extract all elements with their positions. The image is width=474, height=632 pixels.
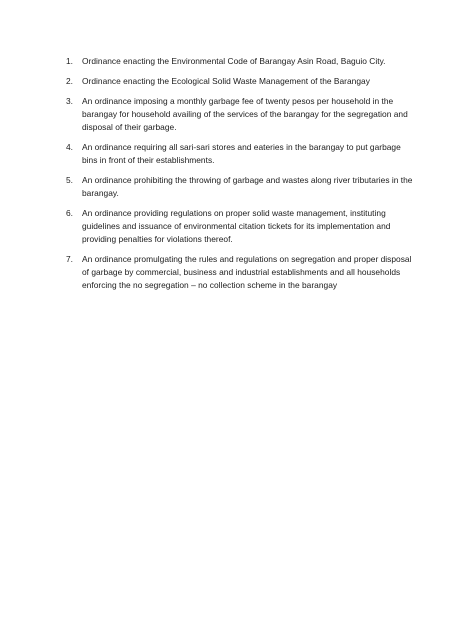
ordinance-item-3: [66, 95, 418, 134]
ordinance-text: An ordinance promulgating the rules and regulations on segregation and proper disposal of garbage by commercial, business and industrial establishments and all households enforcing the no segregation – no collection scheme in the barangay: [82, 254, 412, 290]
ordinance-item-4: [66, 141, 418, 167]
ordinance-item-6: [66, 207, 418, 246]
list-number: 1.: [66, 56, 74, 66]
ordinance-item-5: [66, 174, 418, 200]
ordinance-text: Ordinance enacting the Ecological Solid Waste Management of the Barangay: [82, 76, 370, 86]
ordinance-text: An ordinance requiring all sari-sari stores and eateries in the barangay to put garbage bins in front of their establishments.: [82, 142, 401, 165]
ordinance-text: Ordinance enacting the Environmental Code of Barangay Asin Road, Baguio City.: [82, 56, 386, 66]
ordinance-text: An ordinance imposing a monthly garbage fee of twenty pesos per household in the barangay for household availing of the services of the barangay for the segregation and disposal of their garbage.: [82, 96, 408, 132]
list-number: 7.: [66, 254, 74, 264]
list-number: 5.: [66, 175, 74, 185]
ordinance-item-2: [66, 75, 418, 88]
ordinance-list: [66, 55, 418, 292]
list-number: 6.: [66, 208, 74, 218]
list-number: 4.: [66, 142, 74, 152]
ordinance-item-1: [66, 55, 418, 68]
ordinance-item-7: [66, 253, 418, 292]
list-number: 2.: [66, 76, 74, 86]
ordinance-text: An ordinance prohibiting the throwing of garbage and wastes along river tributaries in the barangay.: [82, 175, 413, 198]
list-number: 3.: [66, 96, 74, 106]
ordinance-text: An ordinance providing regulations on proper solid waste management, instituting guidelines and issuance of environmental citation tickets for its implementation and providing penalties for violations thereof.: [82, 208, 391, 244]
